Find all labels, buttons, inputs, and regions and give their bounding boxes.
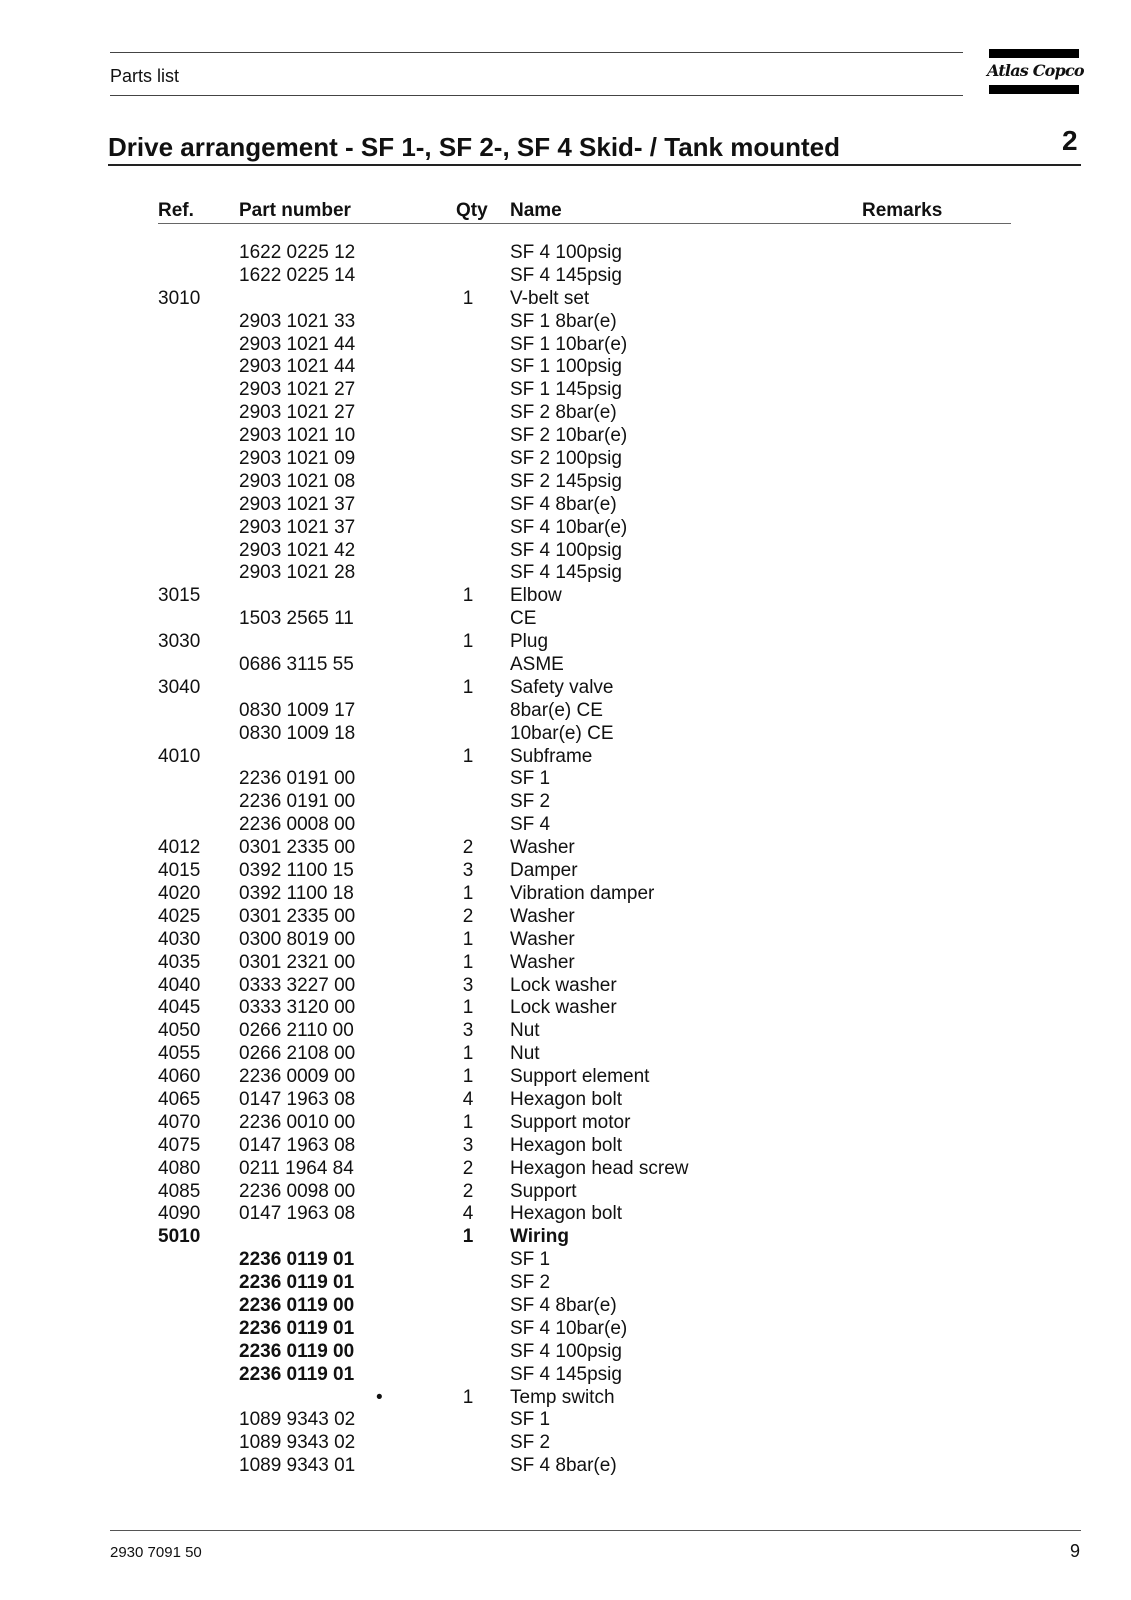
name-cell: Plug [510,631,549,653]
table-row [158,654,1011,677]
table-header [158,196,1011,224]
table-row [158,379,1011,402]
ref-cell: 4045 [158,997,201,1019]
name-cell: SF 4 [510,814,551,836]
table-row [158,975,1011,998]
ref-cell: 4075 [158,1134,201,1156]
part-number-cell: 0147 1963 08 [239,1134,356,1156]
table-row [158,1181,1011,1204]
column-header-part-number: Part number [239,200,351,221]
ref-cell: 4055 [158,1043,201,1065]
part-number-cell: 0147 1963 08 [239,1088,356,1110]
ref-cell: 5010 [158,1226,201,1248]
part-number-cell: 2236 0119 00 [239,1340,355,1362]
part-number-cell: 2236 0008 00 [239,814,356,836]
part-number-cell: 2903 1021 33 [239,310,356,332]
table-row [158,311,1011,334]
logo-top-bar [989,49,1079,58]
table-row [158,288,1011,311]
table-row [158,768,1011,791]
part-number-cell: 2236 0191 00 [239,768,356,790]
name-cell: Nut [510,1043,540,1065]
part-number-cell: 0830 1009 17 [239,699,356,721]
ref-cell: 4035 [158,951,201,973]
table-row [158,1066,1011,1089]
name-cell: SF 1 8bar(e) [510,310,617,332]
table-row [158,1089,1011,1112]
name-cell: Washer [510,951,575,973]
table-row [158,631,1011,654]
part-number-cell: 2903 1021 27 [239,379,356,401]
ref-cell: 4012 [158,837,201,859]
logo-bottom-bar [989,85,1079,94]
name-cell: Nut [510,1020,540,1042]
ref-cell: 4010 [158,745,201,767]
name-cell: SF 4 145psig [510,1363,622,1385]
name-cell: CE [510,608,537,630]
ref-cell: 4090 [158,1203,201,1225]
name-cell: Vibration damper [510,882,655,904]
table-row [158,1318,1011,1341]
name-cell: SF 4 10bar(e) [510,1317,628,1339]
name-cell: SF 2 [510,1432,551,1454]
table-row [158,425,1011,448]
ref-cell: 4050 [158,1020,201,1042]
name-cell: Lock washer [510,974,617,996]
table-row [158,402,1011,425]
part-number-cell: 2236 0098 00 [239,1180,356,1202]
name-cell: Lock washer [510,997,617,1019]
part-number-cell: 0300 8019 00 [239,928,356,950]
header-bottom-rule [110,95,963,96]
part-number-cell: 2236 0119 01 [239,1249,355,1271]
table-row [158,1249,1011,1272]
title-rule [108,164,1081,166]
ref-cell: 3040 [158,676,201,698]
qty-cell: 4 [462,1088,474,1110]
qty-cell: 1 [462,1111,474,1133]
table-row [158,1272,1011,1295]
name-cell: SF 2 [510,1272,551,1294]
name-cell: Support motor [510,1111,631,1133]
qty-cell: 3 [462,974,474,996]
document-number: 2930 7091 50 [110,1544,202,1561]
part-number-cell: 2236 0119 01 [239,1363,355,1385]
chapter-number: 2 [1062,125,1078,156]
part-number-cell: 2903 1021 09 [239,448,356,470]
table-row [158,1158,1011,1181]
ref-cell: 3030 [158,631,201,653]
qty-cell: 1 [462,1386,474,1408]
name-cell: SF 1 100psig [510,356,622,378]
name-cell: SF 4 145psig [510,562,622,584]
table-row [158,1043,1011,1066]
name-cell: Support [510,1180,577,1202]
table-row [158,448,1011,471]
part-number-cell: 1622 0225 12 [239,242,356,263]
column-header-remarks: Remarks [862,200,943,221]
name-cell: Support element [510,1066,650,1088]
table-row [158,608,1011,631]
qty-cell: 4 [462,1203,474,1225]
part-number-cell: 1089 9343 01 [239,1455,356,1477]
table-row [158,677,1011,700]
table-row [158,494,1011,517]
part-number-cell: 0392 1100 18 [239,882,354,904]
ref-cell: 4065 [158,1088,201,1110]
table-row [158,356,1011,379]
part-number-cell: 2903 1021 44 [239,356,356,378]
ref-cell: 4030 [158,928,201,950]
ref-cell: 4060 [158,1066,201,1088]
part-number-cell: 0830 1009 18 [239,722,356,744]
part-number-cell: 2236 0119 01 [239,1317,355,1339]
name-cell: ASME [510,654,564,676]
ref-cell: 4025 [158,905,201,927]
qty-cell: 3 [462,1020,474,1042]
name-cell: Subframe [510,745,593,767]
name-cell: Washer [510,928,575,950]
qty-cell: 1 [462,745,474,767]
part-number-cell: 1503 2565 11 [239,608,354,630]
table-row [158,723,1011,746]
part-number-cell: 0301 2335 00 [239,837,356,859]
ref-cell: 4070 [158,1111,201,1133]
name-cell: SF 1 145psig [510,379,622,401]
qty-cell: 1 [462,997,474,1019]
part-number-cell: 1089 9343 02 [239,1432,356,1454]
table-row [158,265,1011,288]
table-row [158,1364,1011,1387]
name-cell: SF 4 100psig [510,539,622,561]
part-number-cell: 0266 2110 00 [239,1020,354,1042]
qty-cell: 3 [462,860,474,882]
part-number-cell: 0301 2321 00 [239,951,356,973]
qty-cell: 2 [462,1180,474,1202]
name-cell: SF 4 8bar(e) [510,1455,617,1477]
table-row [158,334,1011,357]
qty-cell: 1 [462,1043,474,1065]
part-number-cell: 2903 1021 44 [239,333,356,355]
column-header-name: Name [510,200,562,221]
page-number: 9 [1070,1541,1081,1561]
part-number-cell: 2903 1021 28 [239,562,356,584]
table-row [158,1409,1011,1432]
qty-cell: 1 [462,676,474,698]
name-cell: SF 4 10bar(e) [510,516,628,538]
part-number-cell: 2903 1021 37 [239,516,356,538]
part-number-cell: 0333 3120 00 [239,997,356,1019]
qty-cell: 1 [462,951,474,973]
table-row [158,1112,1011,1135]
table-row [158,746,1011,769]
name-cell: Hexagon bolt [510,1203,622,1225]
qty-cell: 1 [462,585,474,607]
atlas-copco-logo [987,49,1084,95]
table-row [158,814,1011,837]
part-number-cell: 2903 1021 10 [239,425,356,447]
qty-cell: 1 [462,1066,474,1088]
part-number-cell: 2236 0119 01 [239,1272,355,1294]
part-number-cell: 2236 0119 00 [239,1294,355,1316]
part-number-cell: 2236 0009 00 [239,1066,356,1088]
table-row [158,1203,1011,1226]
name-cell: SF 1 [510,1249,551,1271]
qty-cell: 1 [462,1226,474,1248]
table-row [158,1387,1011,1410]
logo-wordmark: Atlas Copco [987,61,1084,80]
part-number-cell: 0392 1100 15 [239,860,354,882]
table-row [158,585,1011,608]
table-row [158,242,1011,265]
name-cell: SF 2 145psig [510,470,622,492]
page-title: Drive arrangement - SF 1-, SF 2-, SF 4 Skid- / Tank mounted [108,132,840,162]
name-cell: Wiring [510,1226,569,1248]
part-number-cell: 2236 0191 00 [239,791,356,813]
name-cell: SF 2 [510,791,551,813]
section-label: Parts list [110,66,180,86]
qty-cell: 3 [462,1134,474,1156]
name-cell: Elbow [510,585,562,607]
ref-cell: 3015 [158,585,201,607]
name-cell: SF 4 8bar(e) [510,1294,617,1316]
table-row [158,1295,1011,1318]
table-row [158,997,1011,1020]
bullet-marker: • [376,1386,383,1408]
name-cell: SF 4 8bar(e) [510,493,617,515]
table-row [158,540,1011,563]
name-cell: Safety valve [510,676,614,698]
name-cell: SF 4 145psig [510,264,622,286]
part-number-cell: 1089 9343 02 [239,1409,356,1431]
name-cell: Hexagon head screw [510,1157,689,1179]
part-number-cell: 0686 3115 55 [239,654,354,676]
name-cell: 8bar(e) CE [510,699,603,721]
table-row [158,952,1011,975]
qty-cell: 2 [462,905,474,927]
name-cell: SF 1 [510,768,551,790]
table-row [158,837,1011,860]
name-cell: Washer [510,837,575,859]
part-number-cell: 2903 1021 08 [239,470,356,492]
name-cell: V-belt set [510,287,590,309]
part-number-cell: 1622 0225 14 [239,264,356,286]
name-cell: Washer [510,905,575,927]
table-row [158,471,1011,494]
footer-rule [110,1530,1081,1531]
qty-cell: 1 [462,882,474,904]
ref-cell: 3010 [158,287,201,309]
name-cell: Hexagon bolt [510,1134,622,1156]
ref-cell: 4085 [158,1180,201,1202]
table-row [158,929,1011,952]
column-header-qty: Qty [456,200,488,221]
ref-cell: 4040 [158,974,201,996]
ref-cell: 4020 [158,882,201,904]
part-number-cell: 2903 1021 37 [239,493,356,515]
parts-table [158,196,1011,1477]
name-cell: SF 2 10bar(e) [510,425,628,447]
ref-cell: 4015 [158,860,201,882]
name-cell: 10bar(e) CE [510,722,614,744]
table-row [158,883,1011,906]
part-number-cell: 0266 2108 00 [239,1043,356,1065]
part-number-cell: 0301 2335 00 [239,905,356,927]
part-number-cell: 0333 3227 00 [239,974,356,996]
name-cell: SF 2 8bar(e) [510,402,617,424]
table-row [158,1020,1011,1043]
part-number-cell: 2236 0010 00 [239,1111,356,1133]
table-row [158,517,1011,540]
table-body [158,242,1011,1478]
part-number-cell: 0147 1963 08 [239,1203,356,1225]
part-number-cell: 2903 1021 27 [239,402,356,424]
name-cell: SF 4 100psig [510,1340,622,1362]
header-top-rule [110,52,963,53]
qty-cell: 1 [462,287,474,309]
table-row [158,906,1011,929]
qty-cell: 1 [462,631,474,653]
table-row [158,700,1011,723]
part-number-cell: 0211 1964 84 [239,1157,354,1179]
table-row [158,791,1011,814]
table-row [158,1341,1011,1364]
part-number-cell: 2903 1021 42 [239,539,356,561]
name-cell: SF 4 100psig [510,242,622,263]
ref-cell: 4080 [158,1157,201,1179]
table-row [158,562,1011,585]
table-row [158,1226,1011,1249]
qty-cell: 2 [462,1157,474,1179]
table-row [158,1432,1011,1455]
qty-cell: 1 [462,928,474,950]
qty-cell: 2 [462,837,474,859]
name-cell: Damper [510,860,578,882]
name-cell: Temp switch [510,1386,615,1408]
name-cell: SF 2 100psig [510,448,622,470]
column-header-ref: Ref. [158,200,194,221]
table-row [158,1135,1011,1158]
table-row [158,860,1011,883]
table-row [158,1455,1011,1478]
name-cell: SF 1 [510,1409,551,1431]
name-cell: SF 1 10bar(e) [510,333,628,355]
name-cell: Hexagon bolt [510,1088,622,1110]
